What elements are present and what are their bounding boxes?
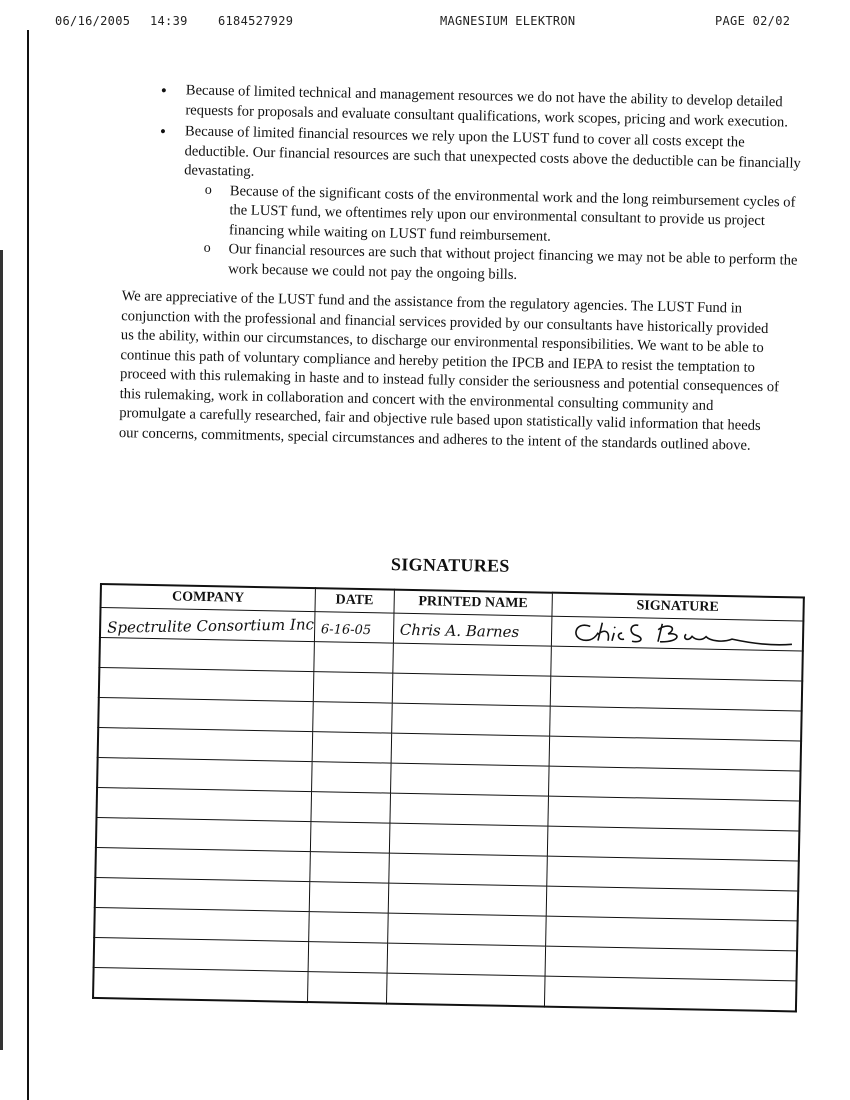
cell-printed-name[interactable] xyxy=(393,643,552,676)
cell-company-text xyxy=(100,688,106,692)
cell-signature[interactable] xyxy=(547,856,799,891)
signature-table-wrapper xyxy=(92,583,805,1012)
cell-company[interactable] xyxy=(99,638,314,672)
cell-printed-name-text xyxy=(391,754,397,758)
cell-company[interactable] xyxy=(98,697,313,731)
handwritten-signature xyxy=(552,618,802,651)
cell-printed-name[interactable] xyxy=(390,763,549,796)
signature-table xyxy=(92,583,805,1012)
cell-company-text xyxy=(99,718,105,722)
cell-date[interactable] xyxy=(311,792,390,824)
cell-signature[interactable] xyxy=(548,796,800,831)
cell-printed-name[interactable] xyxy=(392,673,551,706)
cell-signature[interactable] xyxy=(544,976,796,1011)
cell-company[interactable] xyxy=(95,877,310,911)
cell-printed-name[interactable] xyxy=(387,913,546,946)
cell-printed-name[interactable] xyxy=(388,883,547,916)
cell-company-text xyxy=(95,928,101,932)
cell-printed-name[interactable] xyxy=(391,733,550,766)
letter-body xyxy=(113,80,810,457)
cell-printed-name-text xyxy=(392,724,398,728)
col-date-header: DATE xyxy=(315,588,394,613)
cell-printed-name-text xyxy=(390,844,396,848)
cell-date[interactable] xyxy=(311,762,390,794)
cell-printed-name[interactable] xyxy=(389,823,548,856)
cell-printed-name-text xyxy=(387,994,393,998)
cell-company-text xyxy=(100,658,106,662)
cell-date-text xyxy=(313,722,319,726)
bullet-text: Because of limited financial resources we rely upon the LUST fund to cover all costs except the deductible. Our financial resources are such that unexpected costs above the deductible can be financially devastating. xyxy=(184,123,801,180)
cell-signature[interactable] xyxy=(549,736,801,771)
cell-date[interactable] xyxy=(314,612,393,644)
cell-date-text xyxy=(314,692,320,696)
cell-printed-name-text xyxy=(393,664,399,668)
cell-date-text xyxy=(311,812,317,816)
cell-printed-name[interactable] xyxy=(389,853,548,886)
sub-bullet-text: Our financial resources are such that without project financing we may not be able to perform the work because we could not pay the ongoing bills. xyxy=(228,241,798,283)
cell-date[interactable] xyxy=(313,672,392,704)
bullet-text: Because of limited technical and management resources we do not have the ability to develop detailed requests for proposals and evaluate consultant qualifications, work scopes, pricing and work execution. xyxy=(185,82,789,130)
cell-date-text xyxy=(310,902,316,906)
col-company-header: COMPANY xyxy=(101,584,316,612)
cell-company[interactable] xyxy=(99,668,314,702)
cell-printed-name-text xyxy=(393,694,399,698)
cell-date[interactable] xyxy=(310,822,389,854)
scan-edge-line xyxy=(27,30,29,1100)
cell-printed-name[interactable] xyxy=(393,613,552,646)
col-signature-header: SIGNATURE xyxy=(552,593,804,621)
cell-printed-name-text: Chris A. Barnes xyxy=(399,620,520,642)
cell-date[interactable] xyxy=(307,972,386,1004)
cell-company[interactable] xyxy=(98,727,313,761)
cell-printed-name-text xyxy=(391,784,397,788)
cell-company-text xyxy=(94,988,100,992)
cell-date[interactable] xyxy=(308,942,387,974)
cell-printed-name[interactable] xyxy=(390,793,549,826)
fax-phone: 6184527929 xyxy=(218,14,294,28)
bullet-item xyxy=(182,122,809,290)
cell-signature[interactable] xyxy=(547,826,799,861)
cell-company[interactable] xyxy=(94,937,309,971)
closing-paragraph: We are appreciative of the LUST fund and the assistance from the regulatory agencies. The LUST Fund in conjunction with the professional and financial services provided by our consultants have historically provided us the ability, within our circumstances, to discharge our environmental responsibilities. We want to be able to continue this path of voluntary compliance and hereby petition the IPCB and IEPA to resist the temptation to proceed with this rulemaking in haste and to instead fully consider the seriousness and potential consequences of this rulemaking, work in collaboration and concert with the environmental consulting community and promulgate a carefully researched, fair and objective rule based upon statistically valid information that heeds our concerns, commitments, special circumstances and adheres to the intent of the standards outlined above. xyxy=(118,288,780,454)
cell-printed-name-text xyxy=(389,874,395,878)
cell-company-text: Spectrulite Consortium Inc xyxy=(106,615,315,637)
fax-time: 14:39 xyxy=(150,14,188,28)
cell-company-text xyxy=(99,748,105,752)
cell-company[interactable] xyxy=(93,967,308,1002)
cell-signature[interactable] xyxy=(550,706,802,741)
cell-date[interactable] xyxy=(309,882,388,914)
cell-signature[interactable] xyxy=(546,886,798,921)
cell-date-text xyxy=(309,962,315,966)
bullet-list xyxy=(116,80,810,291)
cell-date[interactable] xyxy=(308,912,387,944)
sub-bullet-list xyxy=(182,181,808,291)
cell-printed-name-text xyxy=(387,964,393,968)
cell-signature[interactable] xyxy=(551,616,803,651)
cell-date-text xyxy=(312,782,318,786)
col-printed-name-header: PRINTED NAME xyxy=(394,590,553,617)
cell-company-text xyxy=(97,838,103,842)
cell-date[interactable] xyxy=(312,732,391,764)
fax-header xyxy=(55,14,805,34)
cell-company[interactable] xyxy=(100,608,315,642)
cell-printed-name[interactable] xyxy=(386,973,545,1007)
cell-signature[interactable] xyxy=(546,916,798,951)
fax-page-number: PAGE 02/02 xyxy=(715,14,791,28)
cell-company-text xyxy=(98,778,104,782)
cell-signature[interactable] xyxy=(548,766,800,801)
cell-date-text xyxy=(310,872,316,876)
cell-date[interactable] xyxy=(310,852,389,884)
sub-bullet-text: Because of the significant costs of the environmental work and the long reimbursement cycles of the LUST fund, we oftentimes rely upon our environmental consultant to provide us project financing while waiting on LUST fund reimbursement. xyxy=(228,182,796,245)
cell-date[interactable] xyxy=(313,702,392,734)
cell-company-text xyxy=(95,958,101,962)
cell-company[interactable] xyxy=(96,787,311,821)
cell-printed-name-text xyxy=(389,904,395,908)
cell-date-text: 6-16-05 xyxy=(320,622,372,639)
cell-company-text xyxy=(98,808,104,812)
cell-signature[interactable] xyxy=(550,676,802,711)
cell-date-text xyxy=(308,992,314,996)
cell-signature[interactable] xyxy=(545,946,797,981)
signature-table-body xyxy=(93,608,803,1012)
cell-date-text xyxy=(309,932,315,936)
cell-date-text xyxy=(314,662,320,666)
fax-sender: MAGNESIUM ELEKTRON xyxy=(440,14,576,28)
cell-signature[interactable] xyxy=(551,646,803,681)
cell-company[interactable] xyxy=(95,847,310,881)
cell-printed-name[interactable] xyxy=(387,943,546,976)
scan-edge-shadow xyxy=(0,250,3,1050)
fax-date: 06/16/2005 xyxy=(55,14,131,28)
cell-company-text xyxy=(96,898,102,902)
cell-date[interactable] xyxy=(314,642,393,674)
cell-company[interactable] xyxy=(94,907,309,941)
cell-company[interactable] xyxy=(96,817,311,851)
cell-printed-name[interactable] xyxy=(391,703,550,736)
signatures-title: SIGNATURES xyxy=(390,554,510,576)
cell-date-text xyxy=(311,842,317,846)
cell-date-text xyxy=(313,752,319,756)
cell-printed-name-text xyxy=(390,814,396,818)
cell-printed-name-text xyxy=(388,934,394,938)
cell-company-text xyxy=(96,868,102,872)
cell-company[interactable] xyxy=(97,757,312,791)
